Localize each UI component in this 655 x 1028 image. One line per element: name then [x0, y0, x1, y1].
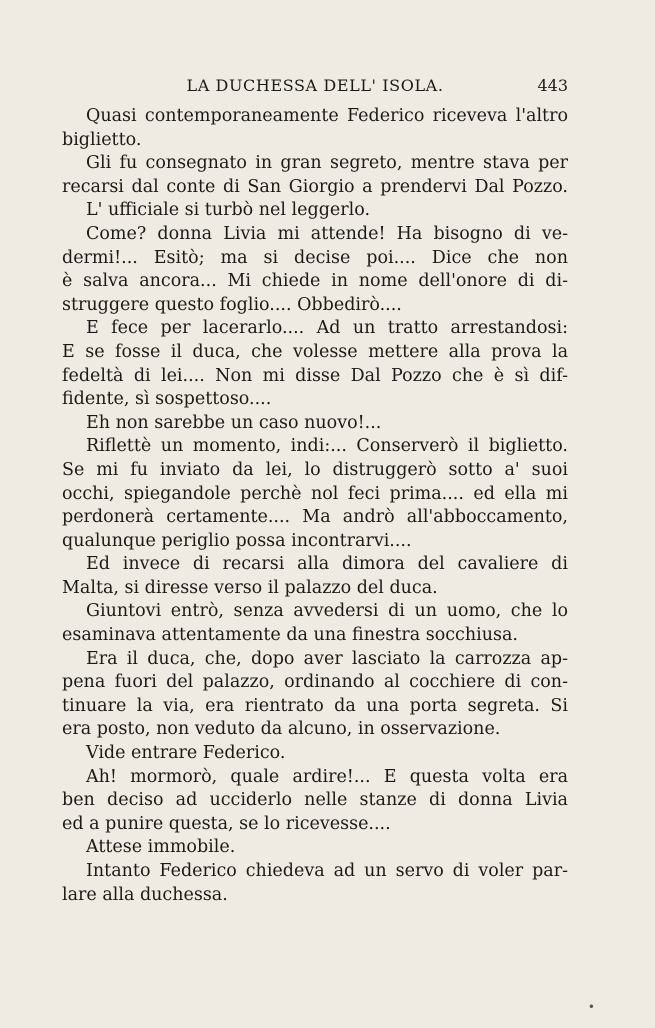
text-line: qualunque periglio possa incontrarvi.... [62, 530, 412, 551]
text-line: recarsi dal conte di San Giorgio a prendervi Dal Pozzo. [62, 176, 568, 197]
text-line: Malta, si diresse verso il palazzo del duca. [62, 577, 438, 598]
text-line: Era il duca, che, dopo aver lasciato la carrozza ap- [86, 648, 568, 669]
text-line: è salva ancora... Mi chiede in nome dell'onore di di- [62, 271, 568, 292]
text-line: Vide entrare Federico. [86, 743, 286, 764]
text-line: perdonerà certamente.... Ma andrò all'abboccamento, [62, 507, 568, 528]
text-line: fedeltà di lei.... Non mi disse Dal Pozzo che è sì dif- [62, 365, 568, 386]
text-line: dermi!... Esitò; ma si decise poi.... Dice che non [62, 247, 568, 268]
text-line: E fece per lacerarlo.... Ad un tratto arrestandosi: [86, 318, 568, 339]
text-line: Ah! mormorò, quale ardire!... E questa volta era [86, 766, 568, 787]
text-line: fidente, sì sospettoso.... [62, 389, 272, 410]
text-line: occhi, spiegandole perchè nol feci prima.... ed ella mi [62, 483, 568, 504]
text-line: L' ufficiale si turbò nel leggerlo. [86, 200, 371, 221]
text-line: ben deciso ad ucciderlo nelle stanze di donna Livia [62, 790, 568, 811]
text-line: Attese immobile. [86, 837, 236, 858]
text-line: struggere questo foglio.... Obbedirò.... [62, 294, 402, 315]
text-line: Eh non sarebbe un caso nuovo!... [86, 412, 382, 433]
text-line: Intanto Federico chiedeva ad un servo di voler par- [86, 861, 568, 881]
text-line: tinuare la via, era rientrato da una porta segreta. Si [62, 695, 568, 716]
text-line: lare alla duchessa. [62, 884, 228, 905]
text-line: era posto, non veduto da alcuno, in osservazione. [62, 719, 501, 740]
text-line: Riflettè un momento, indi:... Conserverò il biglietto. [86, 436, 568, 457]
text-line: ed a punire questa, se lo ricevesse.... [62, 813, 391, 834]
text-line: Ed invece di recarsi alla dimora del cavaliere di [86, 554, 568, 575]
text-line: biglietto. [62, 129, 142, 150]
text-line: Quasi contemporaneamente Federico riceveva l'altro [86, 106, 568, 126]
text-line: E se fosse il duca, che volesse mettere alla prova la [62, 341, 568, 362]
page-header [62, 74, 568, 98]
running-title: LA DUCHESSA DELL' ISOLA. [186, 76, 444, 95]
body-text [62, 105, 568, 907]
text-line: Se mi fu inviato da lei, lo distruggerò sotto a' suoi [62, 459, 568, 480]
text-line: pena fuori del palazzo, ordinando al cocchiere di con- [62, 672, 568, 693]
page-mark: • [587, 1000, 595, 1014]
text-line: esaminava attentamente da una finestra socchiusa. [62, 625, 518, 646]
page-number: 443 [537, 76, 568, 95]
text-line: Gli fu consegnato in gran segreto, mentre stava per [86, 153, 568, 174]
text-line: Come? donna Livia mi attende! Ha bisogno di ve- [86, 223, 568, 244]
text-line: Giuntovi entrò, senza avvedersi di un uomo, che lo [86, 601, 568, 622]
